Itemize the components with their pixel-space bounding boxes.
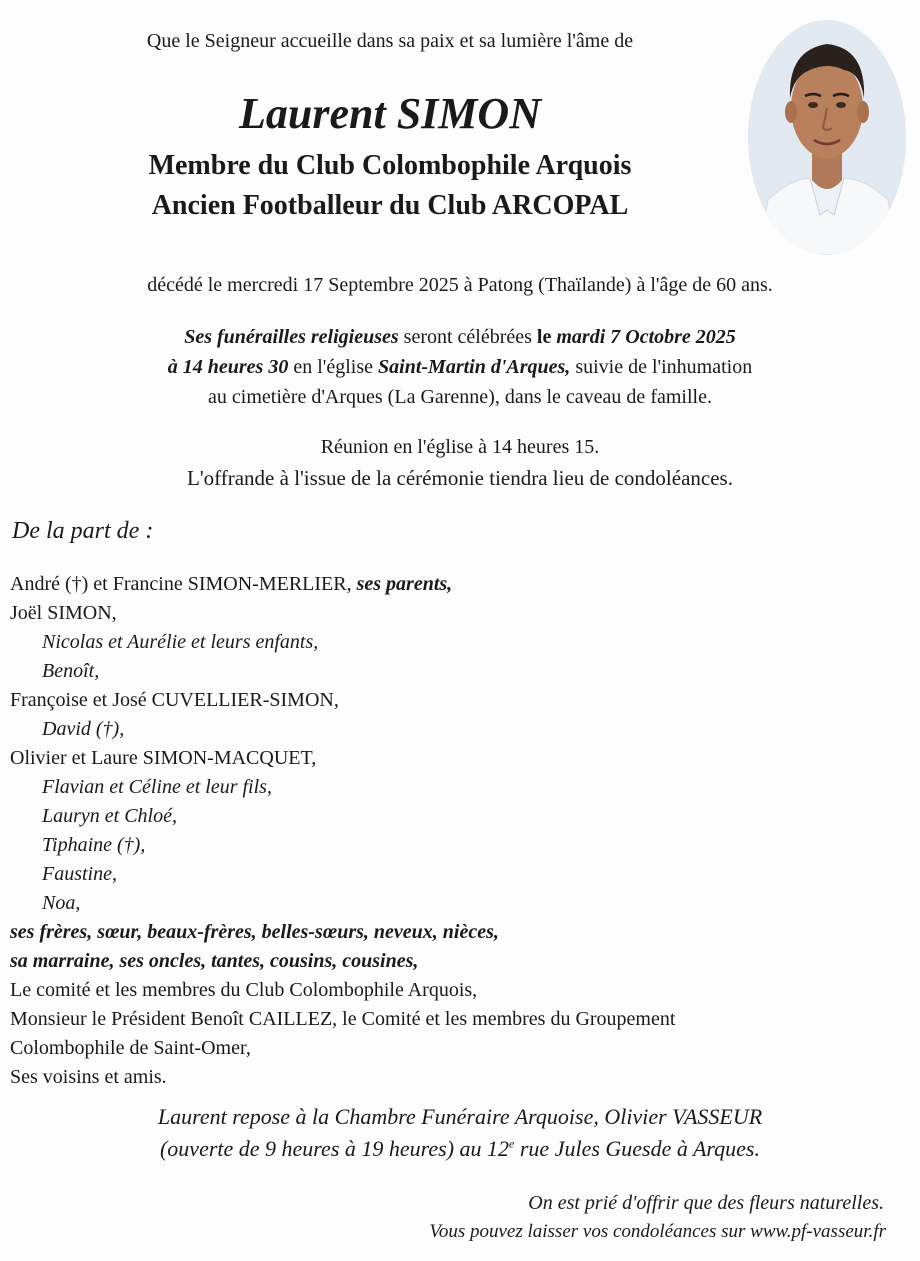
portrait-photo [748,20,906,255]
funeral-le: le [536,326,557,348]
condolences-note: Vous pouvez laisser vos condoléances sur www.pf-vasseur.fr [429,1221,886,1242]
family-line: Faustine, [42,863,117,885]
family-line: Flavian et Céline et leur fils, [42,776,272,798]
portrait-illustration [748,20,906,255]
repose-line-1: Laurent repose à la Chambre Funéraire Arquoise, Olivier VASSEUR [157,1104,763,1129]
family-line: Benoît, [42,660,100,682]
flowers-note: On est prié d'offrir que des fleurs naturelles. [528,1192,884,1214]
death-notice: décédé le mercredi 17 Septembre 2025 à Patong (Thaïlande) à l'âge de 60 ans. [147,274,773,296]
family-line: Nicolas et Aurélie et leurs enfants, [42,631,319,653]
repose-address: rue Jules Guesde à Arques. [514,1136,760,1161]
funeral-text: seront célébrées [398,326,537,348]
family-line: Joël SIMON, [10,602,117,624]
funeral-title: Ses funérailles religieuses [184,326,399,348]
intro-text: Que le Seigneur accueille dans sa paix et sa lumière l'âme de [146,30,634,52]
family-line: Tiphaine (†), [42,834,146,856]
family-line: Françoise et José CUVELLIER-SIMON, [10,689,339,711]
family-list [10,570,675,1092]
funeral-line-2 [0,356,920,379]
family-name: André (†) et Francine SIMON-MERLIER, [10,573,357,595]
family-line: sa marraine, ses oncles, tantes, cousins, cousines, [10,950,419,972]
family-line: Monsieur le Président Benoît CAILLEZ, le Comité et les membres du Groupement [10,1008,676,1030]
offrande-text: L'offrande à l'issue de la cérémonie tiendra lieu de condoléances. [187,466,733,490]
funeral-church-text: en l'église [288,356,379,378]
funeral-line-3: au cimetière d'Arques (La Garenne), dans le caveau de famille. [208,386,712,408]
family-line: Le comité et les membres du Club Colombophile Arquois, [10,979,478,1001]
family-line: Olivier et Laure SIMON-MACQUET, [10,747,317,769]
reunion-text: Réunion en l'église à 14 heures 15. [320,436,600,458]
deceased-name: Laurent SIMON [239,89,541,138]
part-de-label: De la part de : [12,518,154,544]
subtitle-club: Membre du Club Colombophile Arquois [148,150,632,181]
subtitle-football: Ancien Footballeur du Club ARCOPAL [151,190,629,221]
family-relation: ses parents, [356,573,453,595]
funeral-church: Saint-Martin d'Arques, [378,356,571,378]
repose-line-2 [0,1136,920,1162]
repose-superscript: e [509,1136,515,1151]
funeral-burial-text: suivie de l'inhumation [570,356,753,378]
repose-hours: (ouverte de 9 heures à 19 heures) au 12 [159,1136,510,1161]
funeral-line-1 [0,326,920,349]
family-line [10,570,675,599]
family-line: Lauryn et Chloé, [42,805,177,827]
family-line: David (†), [42,718,125,740]
family-line: Noa, [42,892,81,914]
family-line: ses frères, sœur, beaux-frères, belles-sœurs, neveux, nièces, [10,921,499,943]
family-line: Ses voisins et amis. [10,1066,167,1088]
funeral-date: mardi 7 Octobre 2025 [556,326,736,348]
funeral-time: à 14 heures 30 [167,356,289,378]
family-line: Colombophile de Saint-Omer, [10,1037,251,1059]
